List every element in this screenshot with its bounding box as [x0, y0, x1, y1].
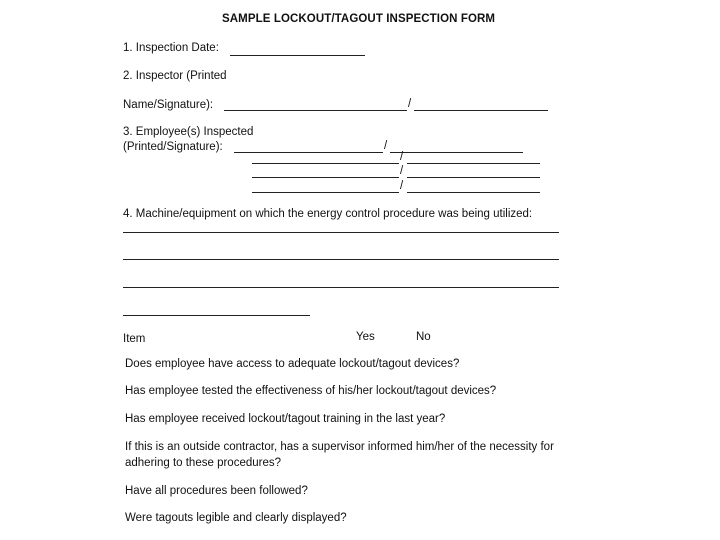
inspector-label-line2: Name/Signature):: [123, 99, 214, 111]
checklist-header-no: No: [416, 331, 431, 343]
employee-3-separator: /: [400, 165, 404, 177]
machine-label: 4. Machine/equipment on which the energy control procedure was being utilized:: [123, 208, 533, 220]
checklist-item-training: Has employee received lockout/tagout training in the last year?: [125, 413, 446, 425]
checklist-header-yes: Yes: [356, 331, 375, 343]
inspector-label-line1: 2. Inspector (Printed: [123, 70, 227, 82]
employee-3-signature-field[interactable]: [407, 177, 540, 178]
machine-field-line-2[interactable]: [123, 259, 559, 260]
employee-1-signature-field[interactable]: [390, 152, 523, 153]
checklist-item-procedures-followed: Have all procedures been followed?: [125, 485, 308, 497]
checklist-item-access-devices: Does employee have access to adequate lockout/tagout devices?: [125, 358, 460, 370]
checklist-item-contractor-line2: adhering to these procedures?: [125, 457, 281, 469]
inspector-signature-field[interactable]: [414, 110, 548, 111]
machine-field-line-3[interactable]: [123, 287, 559, 288]
employee-2-separator: /: [400, 151, 404, 163]
employees-label-line2: (Printed/Signature):: [123, 141, 223, 153]
inspection-date-field[interactable]: [230, 55, 365, 56]
employees-label-line1: 3. Employee(s) Inspected: [123, 126, 254, 138]
form-title: SAMPLE LOCKOUT/TAGOUT INSPECTION FORM: [222, 13, 496, 25]
checklist-item-tested-devices: Has employee tested the effectiveness of his/her lockout/tagout devices?: [125, 385, 497, 397]
checklist-item-tagouts-legible: Were tagouts legible and clearly displayed?: [125, 512, 347, 524]
employee-4-separator: /: [400, 180, 404, 192]
checklist-item-contractor-line1: If this is an outside contractor, has a supervisor informed him/her of the necessity for: [125, 441, 554, 453]
inspector-printed-name-field[interactable]: [224, 110, 407, 111]
employee-3-printed-field[interactable]: [252, 177, 399, 178]
inspector-separator: /: [408, 98, 412, 110]
employee-2-printed-field[interactable]: [252, 163, 399, 164]
employee-1-printed-field[interactable]: [234, 152, 383, 153]
employee-1-separator: /: [384, 140, 388, 152]
employee-2-signature-field[interactable]: [407, 163, 540, 164]
employee-4-signature-field[interactable]: [407, 192, 540, 193]
employee-4-printed-field[interactable]: [252, 192, 399, 193]
checklist-header-item: Item: [123, 333, 146, 345]
machine-field-line-1[interactable]: [123, 232, 559, 233]
machine-field-line-4[interactable]: [123, 315, 310, 316]
inspection-date-label: 1. Inspection Date:: [123, 42, 219, 54]
